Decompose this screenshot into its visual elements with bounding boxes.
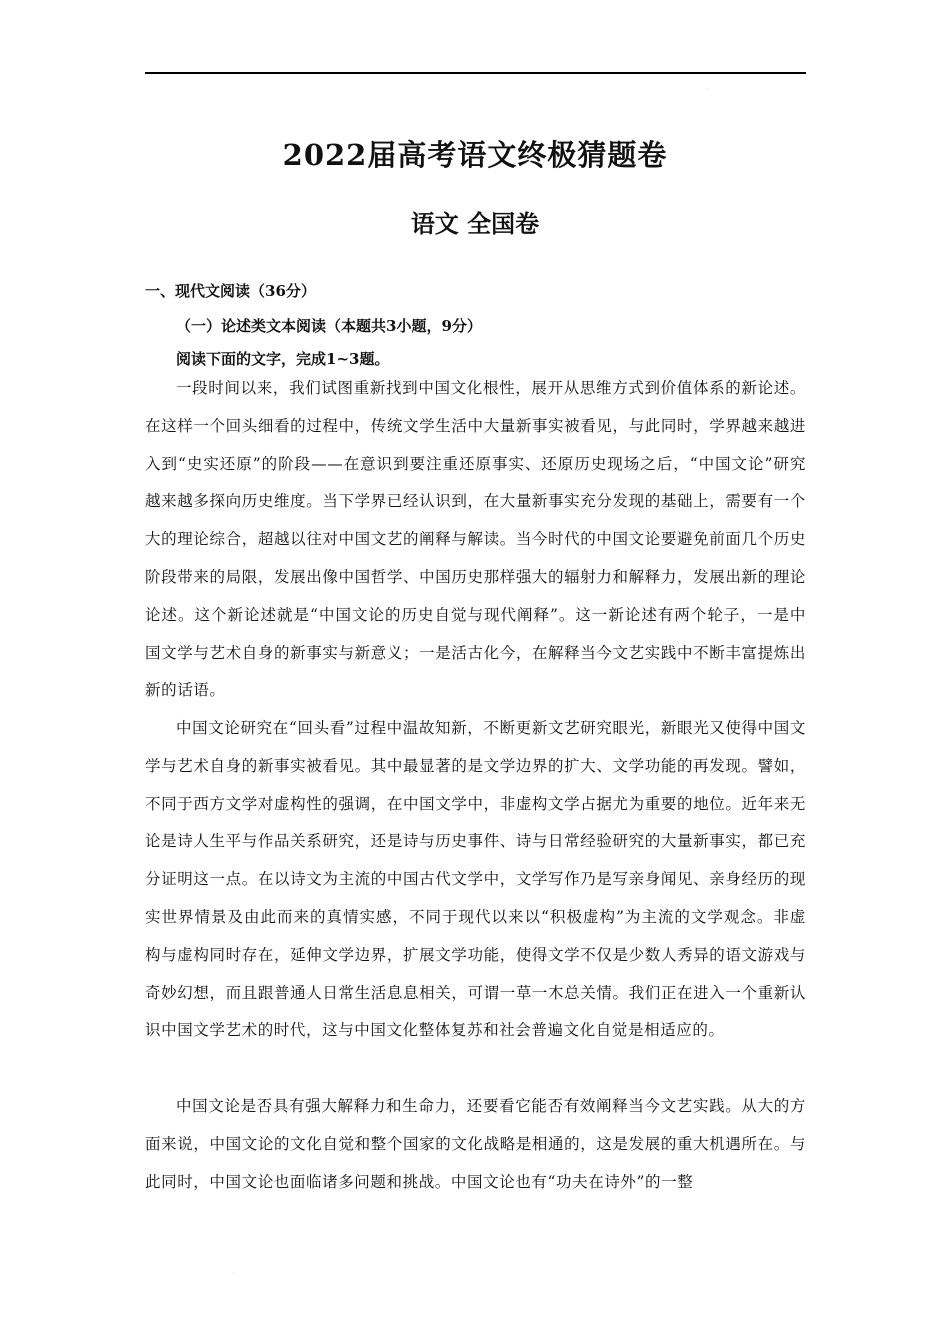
passage-paragraph: 一段时间以来，我们试图重新找到中国文化根性，展开从思维方式到价值体系的新论述。在这样一个回头细看的过程中，传统文学生活中大量新事实被看见，与此同时，学界越来越进入到“史实还原”的阶段——在意识到要注重还原事实、还原历史现场之后，“中国文论”研究越来越多探向历史维度。当下学界已经认识到，在大量新事实充分发现的基础上，需要有一个大的理论综合，超越以往对中国文艺的阐释与解读。当今时代的中国文论要避免前面几个历史阶段带来的局限，发展出像中国哲学、中国历史那样强大的辐射力和解释力，发展出新的理论论述。这个新论述就是“中国文论的历史自觉与现代阐释”。这一新论述有两个轮子，一是中国文学与艺术自身的新事实与新意义；一是活古化今，在解释当今文艺实践中不断丰富提炼出新的话语。: [145, 379, 806, 700]
scan-speck: ·: [706, 86, 708, 93]
reading-instruction: 阅读下面的文字，完成1~3题。: [176, 350, 390, 368]
header-rule: [145, 72, 806, 74]
exam-subtitle: 语文 全国卷: [410, 209, 540, 238]
section-heading: 一、现代文阅读（36分）: [145, 282, 316, 300]
passage-paragraph: 中国文论研究在“回头看”过程中温故知新，不断更新文艺研究眼光，新眼光又使得中国文学与艺术自身的新事实被看见。其中最显著的是文学边界的扩大、文学功能的再发现。譬如，不同于西方文学对虚构性的强调，在中国文学中，非虚构文学占据尤为重要的地位。近年来无论是诗人生平与作品关系研究，还是诗与历史事件、诗与日常经验研究的大量新事实，都已充分证明这一点。在以诗文为主流的中国古代文学中，文学写作乃是写亲身闻见、亲身经历的现实世界情景及由此而来的真情实感，不同于现代以来以“积极虚构”为主流的文学观念。非虚构与虚构同时存在，延伸文学边界，扩展文学功能，使得文学不仅是少数人秀异的语文游戏与奇妙幻想，而且跟普通人日常生活息息相关，可谓一草一木总关情。我们正在进入一个重新认识中国文学艺术的时代，这与中国文化整体复苏和社会普遍文化自觉是相适应的。: [145, 719, 806, 1040]
passage-paragraph: 中国文论是否具有强大解释力和生命力，还要看它能否有效阐释当今文艺实践。从大的方面来说，中国文论的文化自觉和整个国家的文化战略是相通的，这是发展的重大机遇所在。与此同时，中国文论也面临诸多问题和挑战。中国文论也有“功夫在诗外”的一整: [145, 1097, 806, 1191]
scan-speck: ·: [233, 1270, 235, 1277]
subsection-heading: （一）论述类文本阅读（本题共3小题，9分）: [176, 317, 482, 335]
exam-title: 2022届高考语文终极猜题卷: [282, 138, 668, 172]
